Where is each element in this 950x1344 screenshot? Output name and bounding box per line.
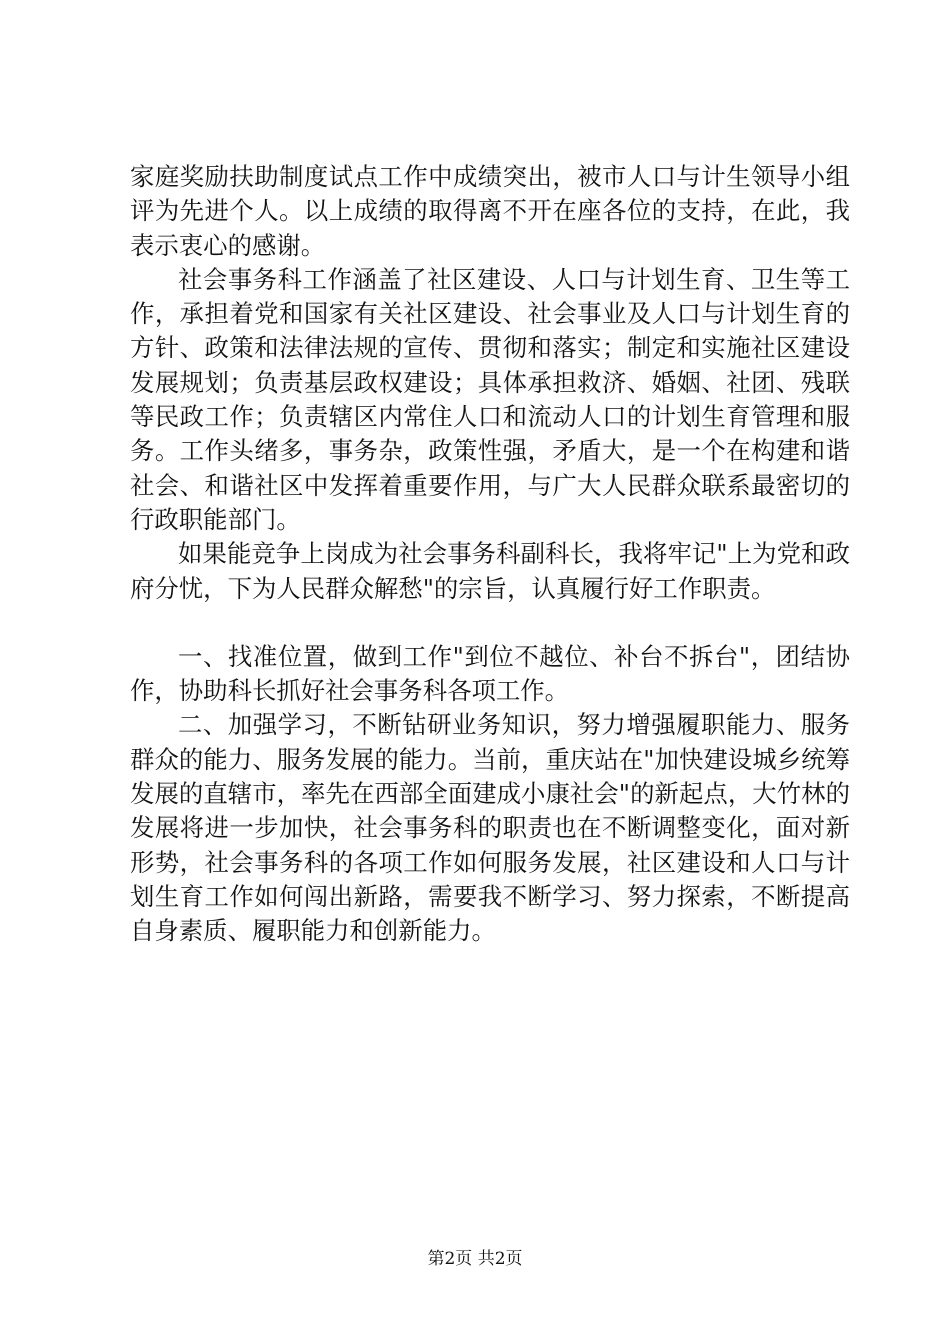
paragraph-3: 如果能竞争上岗成为社会事务科副科长，我将牢记"上为党和政府分忧，下为人民群众解愁"的宗旨，认真履行好工作职责。 bbox=[130, 539, 850, 603]
page-number-footer: 第2页 共2页 bbox=[427, 1249, 523, 1269]
paragraph-4: 一、找准位置，做到工作"到位不越位、补台不拆台"，团结协作，协助科长抓好社会事务科各项工作。 bbox=[130, 641, 850, 706]
paragraph-1: 家庭奖励扶助制度试点工作中成绩突出，被市人口与计生领导小组评为先进个人。以上成绩的取得离不开在座各位的支持，在此，我表示衷心的感谢。 bbox=[130, 162, 850, 260]
paragraph-5: 二、加强学习，不断钻研业务知识，努力增强履职能力、服务群众的能力、服务发展的能力。当前，重庆站在"加快建设城乡统筹发展的直辖市，率先在西部全面建成小康社会"的新起点，大竹林的发展将进一步加快，社会事务科的职责也在不断调整变化，面对新形势，社会事务科的各项工作如何服务发展，社区建设和人口与计划生育工作如何闯出新路，需要我不断学习、努力探索，不断提高自身素质、履职能力和创新能力。 bbox=[130, 710, 850, 946]
document-body bbox=[130, 160, 850, 949]
paragraph-2: 社会事务科工作涵盖了社区建设、人口与计划生育、卫生等工作，承担着党和国家有关社区建设、社会事业及人口与计划生育的方针、政策和法律法规的宣传、贯彻和落实；制定和实施社区建设发展规划；负责基层政权建设；具体承担救济、婚姻、社团、残联等民政工作；负责辖区内常住人口和流动人口的计划生育管理和服务。工作头绪多，事务杂，政策性强，矛盾大，是一个在构建和谐社会、和谐社区中发挥着重要作用，与广大人民群众联系最密切的行政职能部门。 bbox=[130, 264, 850, 534]
paragraph-spacer bbox=[130, 606, 850, 640]
